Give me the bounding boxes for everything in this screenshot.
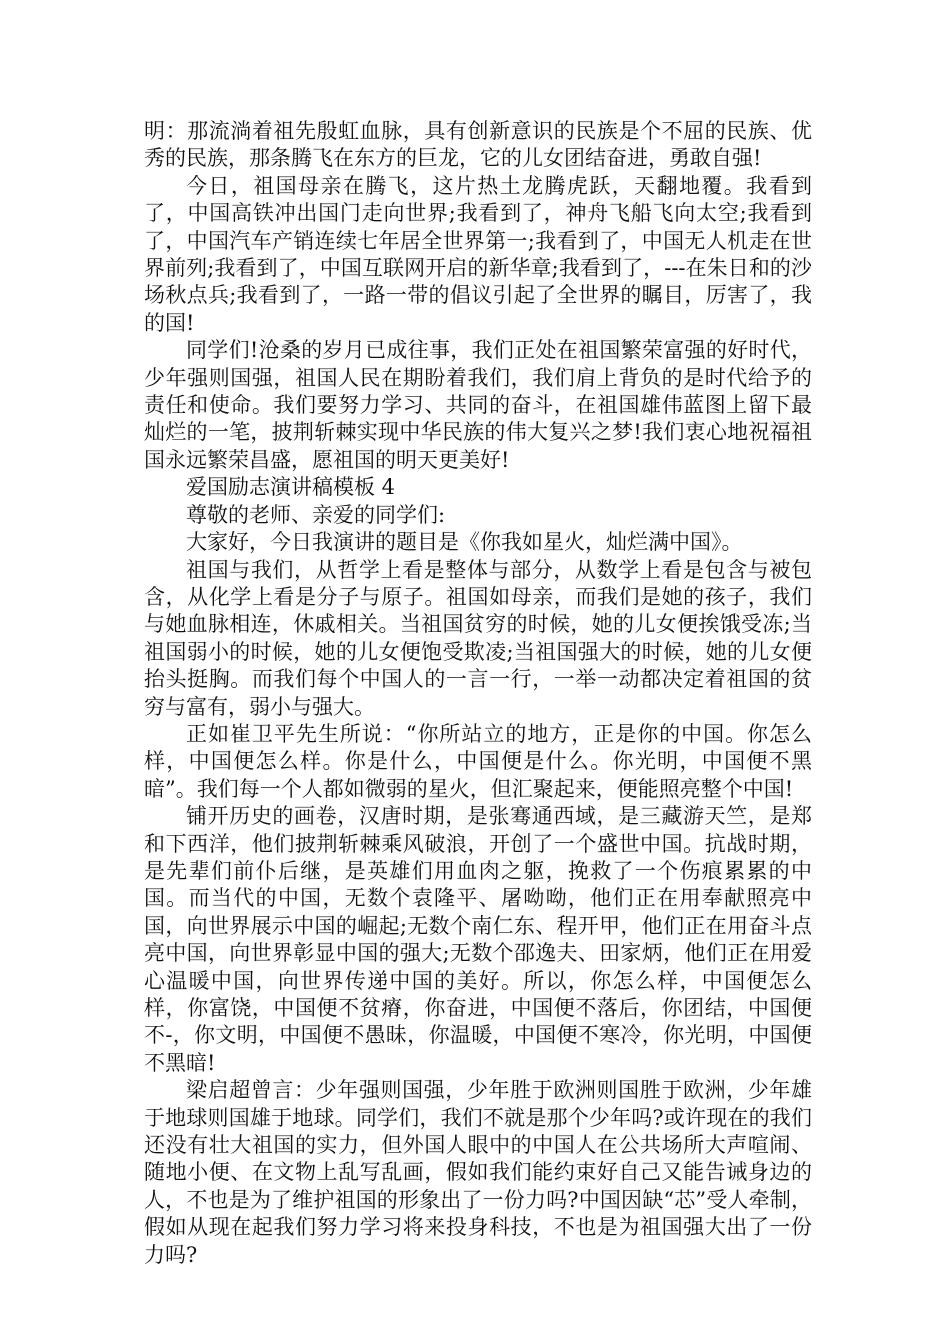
paragraph: 明：那流淌着祖先殷虹血脉，具有创新意识的民族是个不屈的民族、优秀的民族，那条腾飞在东方的巨龙，它的儿女团结奋进，勇敢自强! [144,119,812,171]
salutation: 尊敬的老师、亲爱的同学们: [186,502,446,527]
section-heading: 爱国励志演讲稿模板 4 [186,475,396,500]
paragraph: 今日，祖国母亲在腾飞，这片热土龙腾虎跃，天翻地覆。我看到了，中国高铁冲出国门走向世界;我看到了，神舟飞船飞向太空;我看到了，中国汽车产销连续七年居全世界第一;我看到了，中国无人机走在世界前列;我看到了，中国互联网开启的新华章;我看到了，---在朱日和的沙场秋点兵;我看到了，一路一带的倡议引起了全世界的瞩目，厉害了，我的国! [144,173,812,335]
paragraph: 同学们!沧桑的岁月已成往事，我们正处在祖国繁荣富强的好时代，少年强则国强，祖国人民在期盼着我们，我们肩上背负的是时代给予的责任和使命。我们要努力学习、共同的奋斗，在祖国雄伟蓝图上留下最灿烂的一笔，披荆斩棘实现中华民族的伟大复兴之梦!我们衷心地祝福祖国永远繁荣昌盛，愿祖国的明天更美好! [144,338,812,472]
document-body [144,118,812,1269]
paragraph: 梁启超曾言：少年强则国强，少年胜于欧洲则国胜于欧洲，少年雄于地球则国雄于地球。同学们，我们不就是那个少年吗?或许现在的我们还没有壮大祖国的实力，但外国人眼中的中国人在公共场所大声喧闹、随地小便、在文物上乱写乱画，假如我们能约束好自己又能告诫身边的人，不也是为了维护祖国的形象出了一份力吗?中国因缺“芯”受人牵制，假如从现在起我们努力学习将来投身科技，不也是为祖国强大出了一份力吗? [144,1078,812,1267]
paragraph: 正如崔卫平先生所说：“你所站立的地方，正是你的中国。你怎么样，中国便怎么样。你是什么，中国便是什么。你光明，中国便不黑暗”。我们每一个人都如微弱的星火，但汇聚起来，便能照亮整个中国! [144,721,812,801]
paragraph: 大家好，今日我演讲的题目是《你我如星火，灿烂满中国》。 [186,530,743,555]
paragraph: 铺开历史的画卷，汉唐时期，是张骞通西域，是三藏游天竺，是郑和下西洋，他们披荆斩棘乘风破浪，开创了一个盛世中国。抗战时期，是先辈们前仆后继，是英雄们用血肉之躯，挽救了一个伤痕累累的中国。而当代的中国，无数个袁隆平、屠呦呦，他们正在用奉献照亮中国，向世界展示中国的崛起;无数个南仁东、程开甲，他们正在用奋斗点亮中国，向世界彰显中国的强大;无数个邵逸夫、田家炳，他们正在用爱心温暖中国，向世界传递中国的美好。所以，你怎么样，中国便怎么样，你富饶，中国便不贫瘠，你奋进，中国便不落后，你团结，中国便不-，你文明，中国便不愚昧，你温暖，中国便不寒冷，你光明，中国便不黑暗! [144,804,812,1075]
paragraph: 祖国与我们，从哲学上看是整体与部分，从数学上看是包含与被包含，从化学上看是分子与原子。祖国如母亲，而我们是她的孩子，我们与她血脉相连，休戚相关。当祖国贫穷的时候，她的儿女便挨饿受冻;当祖国弱小的时候，她的儿女便饱受欺凌;当祖国强大的时候，她的儿女便抬头挺胸。而我们每个中国人的一言一行，一举一动都决定着祖国的贫穷与富有，弱小与强大。 [144,557,812,719]
